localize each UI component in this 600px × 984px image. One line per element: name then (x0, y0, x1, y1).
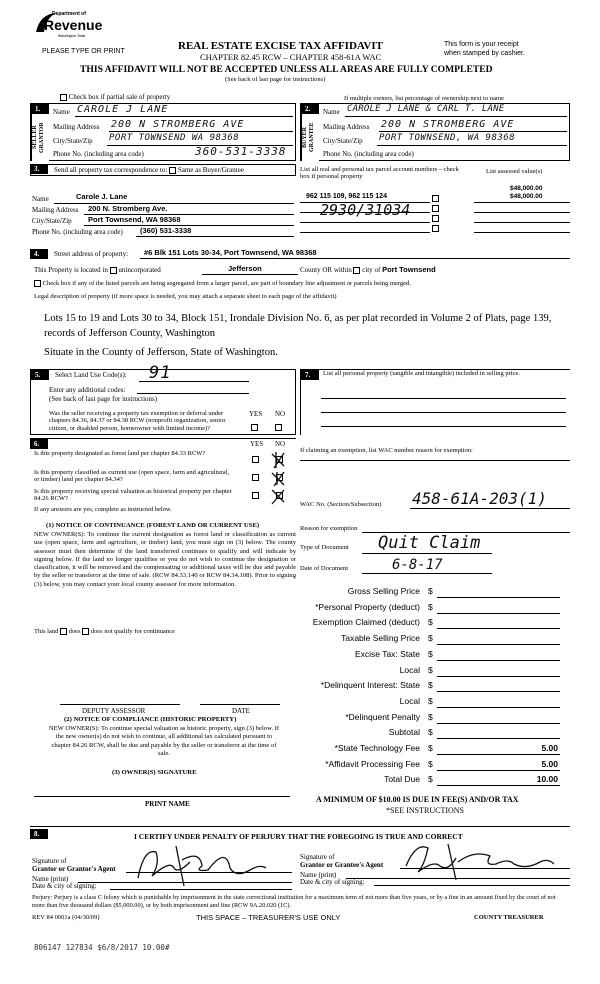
assessed-header: List assessed value(s) (486, 168, 543, 175)
buyer-side-label: BUYER GRANTEE (301, 114, 319, 161)
fee-label: Subtotal (388, 727, 420, 738)
sig-grantor-2: Grantor or Grantor's Agent (32, 865, 116, 873)
sig-grantee-1: Signature of (300, 853, 335, 861)
dollar-sign: $ (428, 633, 433, 644)
partial-sale (60, 93, 170, 101)
cashier-stamp: 806147 127834 $6/8/2017 10.00# (34, 943, 170, 952)
notice-1-title: (1) NOTICE OF CONTINUANCE (FOREST LAND OR CURRENT USE) (46, 522, 260, 529)
dollar-sign: $ (428, 758, 433, 769)
fee-row (300, 744, 560, 758)
dollar-sign: $ (428, 648, 433, 659)
dollar-sign: $ (428, 680, 433, 691)
city-name[interactable]: Port Townsend (382, 265, 436, 274)
wac-label: WAC No. (Section/Subsection) (300, 501, 382, 508)
s5-yes-checkbox[interactable] (251, 424, 258, 431)
section-4-number: 4. (30, 249, 48, 259)
owners-signature: (3) OWNER(S) SIGNATURE (112, 769, 197, 776)
personal-property-label: List all personal property (tangible and intangible) included in selling price. (323, 370, 520, 377)
fee-label: Excise Tax: State (354, 648, 420, 659)
seller-phone-label: Phone No. (including area code) (53, 150, 144, 158)
form-chapter: CHAPTER 82.45 RCW – CHAPTER 458-61A WAC (200, 52, 382, 62)
grantee-signature (400, 836, 560, 884)
treasurer-space: THIS SPACE – TREASURER'S USE ONLY (196, 913, 341, 922)
fee-row (300, 650, 560, 664)
does-checkbox[interactable] (60, 628, 67, 635)
seller-section (30, 103, 296, 161)
personal-property-checkbox-4[interactable] (432, 225, 439, 232)
does-label: does (68, 628, 81, 635)
fee-label: Gross Selling Price (347, 586, 420, 596)
fee-underline (437, 738, 560, 739)
section-7-number: 7. (301, 370, 319, 380)
fee-row (300, 634, 560, 648)
s5-no-checkbox[interactable] (275, 424, 282, 431)
s3-city-label: City/State/Zip (32, 217, 72, 225)
s3-mail-label: Mailing Address (32, 206, 79, 214)
city-of-label: city of (362, 266, 381, 274)
s5-yes: YES (249, 410, 263, 418)
same-as-buyer-label: Same as Buyer/Grantee (177, 166, 244, 174)
section-5-number: 5. (31, 370, 49, 380)
seller-city[interactable]: PORT TOWNSEND WA 98368 (109, 133, 240, 143)
form-rev: REV 84 0001a (04/30/09) (32, 914, 100, 921)
s3-phone[interactable]: (360) 531-3338 (140, 226, 192, 235)
buyer-section (300, 103, 570, 161)
reason-label: Reason for exemption (300, 525, 358, 532)
fee-row (300, 760, 560, 774)
partial-sale-checkbox[interactable] (60, 94, 67, 101)
fee-underline (437, 754, 560, 755)
fee-label: Taxable Selling Price (341, 633, 420, 644)
exemption-question: If claiming an exemption, list WAC number reason for exemption: (300, 447, 473, 454)
s6-no: NO (275, 440, 286, 448)
grantor-signature (130, 840, 280, 888)
form-title: REAL ESTATE EXCISE TAX AFFIDAVIT (178, 40, 383, 52)
s6-q1: Is this property designated as forest land per chapter 84.33 RCW? (34, 450, 206, 457)
land-use-label: Select Land Use Code(s): (55, 371, 127, 379)
send-correspondence (54, 166, 244, 174)
s3-name[interactable]: Carole J. Lane (76, 192, 128, 201)
s3-name-label: Name (32, 195, 49, 203)
fee-label: Total Due (384, 774, 420, 785)
fee-row (300, 666, 560, 680)
dollar-sign: $ (428, 586, 433, 596)
logo-dept: Department of (52, 11, 86, 17)
fee-underline (437, 770, 560, 771)
parcel-numbers[interactable]: 962 115 109, 962 115 124 (306, 193, 387, 200)
partial-sale-label: Check box if partial sale of property (68, 93, 171, 101)
fee-underline (437, 628, 560, 629)
dollar-sign: $ (428, 601, 433, 612)
buyer-mail-label: Mailing Address (323, 123, 370, 131)
section-3-number: 3. (30, 164, 48, 174)
s6-yes: YES (250, 440, 264, 448)
fee-underline (437, 660, 560, 661)
dollar-sign: $ (428, 743, 433, 753)
fee-row (300, 618, 560, 632)
minimum-due: A MINIMUM OF $10.00 IS DUE IN FEE(S) AND/OR TAX (316, 795, 519, 804)
perjury-statement: Perjury: Perjury is a class C felony which is punishable by imprisonment in the state correctional institution for a maximum term of not more than five years, or by a fine in an amount fixed by the court of not more than five thousand dollars ($5,000.00), or by both imprisonment and fine (RCW 9A.20.020 (1C). (32, 894, 556, 909)
logo-state: Washington State (58, 34, 86, 38)
s3-phone-label: Phone No. (including area code) (32, 228, 123, 236)
dollar-sign: $ (428, 727, 433, 738)
fee-row (300, 603, 560, 617)
date-label: Date of Document (300, 565, 349, 572)
receipt-note-1: This form is your receipt (444, 41, 519, 48)
deputy-assessor: DEPUTY ASSESSOR (82, 707, 146, 715)
seller-side-label: SELLER GRANTOR (31, 114, 49, 161)
fee-row (300, 697, 560, 711)
county-or (300, 266, 436, 275)
fee-label: *Personal Property (deduct) (315, 601, 420, 612)
street-label: Street address of property: (54, 250, 129, 258)
section-8-number: 8. (30, 829, 48, 839)
buyer-city-label: City/State/Zip (323, 137, 363, 145)
q3-yes-checkbox[interactable] (252, 492, 259, 499)
located-label: This Property is located in (34, 266, 108, 274)
sig-grantor-1: Signature of (32, 857, 67, 865)
dollar-sign: $ (428, 664, 433, 675)
this-land-label: This land (34, 628, 59, 635)
notice-2-title: (2) NOTICE OF COMPLIANCE (HISTORIC PROPERTY) (64, 716, 237, 723)
grantee-name-print: Name (print) (300, 871, 337, 879)
fee-value[interactable]: 10.00 (536, 774, 558, 785)
fee-row (300, 713, 560, 727)
same-as-buyer-checkbox[interactable] (169, 167, 176, 174)
personal-property-checkbox-1[interactable] (432, 195, 439, 202)
buyer-city[interactable]: PORT TOWNSEND, WA 98368 (379, 133, 516, 143)
buyer-name[interactable]: CAROLE J LANE & CARL T. LANE (347, 104, 505, 114)
county-or-label: County OR (300, 266, 333, 274)
fee-underline (437, 723, 560, 724)
form-warning: THIS AFFIDAVIT WILL NOT BE ACCEPTED UNLESS ALL AREAS ARE FULLY COMPLETED (80, 64, 493, 75)
fee-underline (437, 691, 560, 692)
county-treasurer: COUNTY TREASURER (474, 914, 544, 921)
legal-label: Legal description of property (if more space is needed, you may attach a separate sheet to each page of the affidavit) (34, 293, 337, 300)
fee-row (300, 587, 560, 601)
assessed-value-1[interactable]: $48,000.00 (510, 185, 543, 192)
fee-value[interactable]: 5.00 (541, 743, 558, 753)
located-in (34, 266, 161, 274)
wac-number[interactable]: 458-61A-203(1) (412, 489, 547, 508)
receipt-note-2: when stamped by cashier. (444, 50, 525, 57)
dor-logo (34, 8, 103, 40)
unincorporated-checkbox[interactable] (110, 267, 117, 274)
personal-property-checkbox-3[interactable] (432, 215, 439, 222)
fee-label: Exemption Claimed (deduct) (312, 617, 420, 628)
section-7 (300, 369, 570, 435)
seller-mail[interactable]: 200 N STROMBERG AVE (111, 119, 245, 130)
parcel-header: List all real and personal tax parcel account numbers – check box if personal property (300, 166, 459, 181)
grantor-date-city: Date & city of signing: (32, 882, 97, 890)
fee-label: *State Technology Fee (334, 743, 420, 753)
deputy-date: DATE (232, 707, 250, 715)
fee-underline (437, 707, 560, 708)
seller-mail-label: Mailing Address (53, 123, 100, 131)
please-type: PLEASE TYPE OR PRINT (42, 48, 125, 55)
dollar-sign: $ (428, 617, 433, 628)
fee-value[interactable]: 5.00 (541, 758, 558, 769)
s5-question: Was the seller receiving a property tax exemption or deferral under chapters 84.36, 84.37 or 84.38 RCW (nonprofit organization, senior citizen, or disabled person, homeowner with limited income)? (49, 410, 226, 432)
s6-if-yes: If any answers are yes, complete as instructed below. (34, 506, 172, 513)
s6-q3: Is this property receiving special valuation as historical property per chapter 84.26 RCW? (34, 488, 232, 503)
does-not-label: does not qualify for continuance (90, 628, 175, 635)
send-label: Send all property tax correspondence to: (54, 166, 168, 174)
fee-label: *Affidavit Processing Fee (325, 758, 420, 769)
grantor-name-print: Name (print) (32, 875, 69, 883)
section-3 (30, 164, 570, 239)
land-use-code[interactable]: 91 (149, 363, 172, 383)
fee-underline (437, 597, 560, 598)
within-city-checkbox[interactable] (353, 267, 360, 274)
fee-row (300, 728, 560, 742)
this-land (34, 628, 175, 635)
certify-statement: I CERTIFY UNDER PENALTY OF PERJURY THAT THE FOREGOING IS TRUE AND CORRECT (134, 832, 463, 841)
segregated-label: Check box if any of the listed parcels are being segregated from a larger parcel, are part of boundary line adjustment or parcels being merged. (42, 280, 411, 287)
s5-no: NO (275, 410, 286, 418)
buyer-phone-label: Phone No. (including area code) (323, 150, 414, 158)
situate[interactable]: Situate in the County of Jefferson, State of Washington. (44, 347, 278, 358)
fee-underline (437, 613, 560, 614)
s3-mail[interactable]: 200 N. Stromberg Ave. (88, 204, 168, 213)
street-address[interactable]: #6 Blk 151 Lots 30-34, Port Townsend, WA 98368 (144, 248, 317, 257)
grantee-date-city: Date & city of signing: (300, 878, 365, 886)
fee-row (300, 681, 560, 695)
seller-phone[interactable]: 360-531-3338 (195, 145, 287, 158)
county-name[interactable]: Jefferson (228, 264, 262, 273)
section-1-number: 1. (31, 104, 49, 114)
logo-name: Revenue (44, 17, 103, 33)
q1-yes-checkbox[interactable] (252, 456, 259, 463)
additional-codes: Enter any additional codes: (49, 386, 126, 394)
section-6-number: 6. (30, 439, 48, 449)
buyer-mail[interactable]: 200 N STROMBERG AVE (381, 119, 515, 130)
notice-2-text: NEW OWNER(S): To continue special valuation as historic property, sign (3) below. If the new owner(s) do not wish to continue, all additional tax calculated pursuant to chapter 84.26 RCW, shall be due and payable by the seller or transferor at the time of sale. (48, 725, 280, 757)
assessed-value-2[interactable]: $48,000.00 (510, 193, 543, 200)
fee-underline (437, 644, 560, 645)
unincorporated-label: unincorporated (118, 266, 161, 274)
s5-see-back: (See back of last page for instructions) (49, 395, 158, 403)
dollar-sign: $ (428, 695, 433, 706)
sig-grantee-2: Grantor or Grantee's Agent (300, 861, 384, 869)
document-date[interactable]: 6-8-17 (392, 557, 443, 573)
segregated (34, 280, 411, 287)
fee-underline (437, 676, 560, 677)
dollar-sign: $ (428, 774, 433, 785)
handwritten-x-marks (268, 448, 308, 508)
see-back-header: (See back of last page for instructions) (225, 76, 326, 83)
document-type[interactable]: Quit Claim (378, 533, 481, 553)
seller-name-label: Name (53, 108, 70, 116)
multiple-owners: If multiple owners, list percentage of ownership next to name (344, 95, 504, 102)
s6-q2: Is this property classified as current use (open space, farm and agricultural, or timber) land per chapter 84.34? (34, 469, 230, 484)
fee-label: Local (399, 664, 420, 675)
fee-row (300, 775, 560, 789)
type-label: Type of Document (300, 544, 349, 551)
within-label: within (333, 266, 352, 274)
segregated-checkbox[interactable] (34, 280, 41, 287)
does-not-checkbox[interactable] (82, 628, 89, 635)
seller-city-label: City/State/Zip (53, 137, 93, 145)
buyer-name-label: Name (323, 108, 340, 116)
personal-property-checkbox-2[interactable] (432, 205, 439, 212)
print-name: PRINT NAME (145, 800, 190, 808)
seller-name[interactable]: CAROLE J LANE (77, 104, 169, 115)
s3-city[interactable]: Port Townsend, WA 98368 (88, 215, 181, 224)
fee-label: *Delinquent Penalty (345, 711, 420, 722)
q2-yes-checkbox[interactable] (252, 474, 259, 481)
dollar-sign: $ (428, 711, 433, 722)
legal-description[interactable]: Lots 15 to 19 and Lots 30 to 34, Block 151, Irondale Division No. 6, as per plat recorded in Volume 2 of Plats, page 139, records of Jefferson County, Washington (44, 313, 552, 339)
see-instructions: *SEE INSTRUCTIONS (386, 806, 465, 815)
fee-underline (437, 785, 560, 786)
section-2-number: 2. (301, 104, 319, 114)
notice-1-text: NEW OWNER(S): To continue the current designation as forest land or classification as current use (open space, farm and agriculture, or timber) land, you must sign on (3) below. The county assessor must then determine if the land transferred continues to qualify and will indicate by signing below. If the land no longer qualifies or you do not wish to continue the designation or classification, it will be removed and the compensating or additional taxes will be due and payable by the seller or transferor at the time of sale. (RCW 84.33.140 or RCW 84.34.108). Prior to signing (3) below, you may contact your local county assessor for more information. (34, 531, 296, 588)
fee-label: Local (399, 695, 420, 706)
parcel-handwritten[interactable]: 2930/31034 (320, 201, 411, 219)
fee-label: *Delinquent Interest: State (320, 680, 420, 691)
